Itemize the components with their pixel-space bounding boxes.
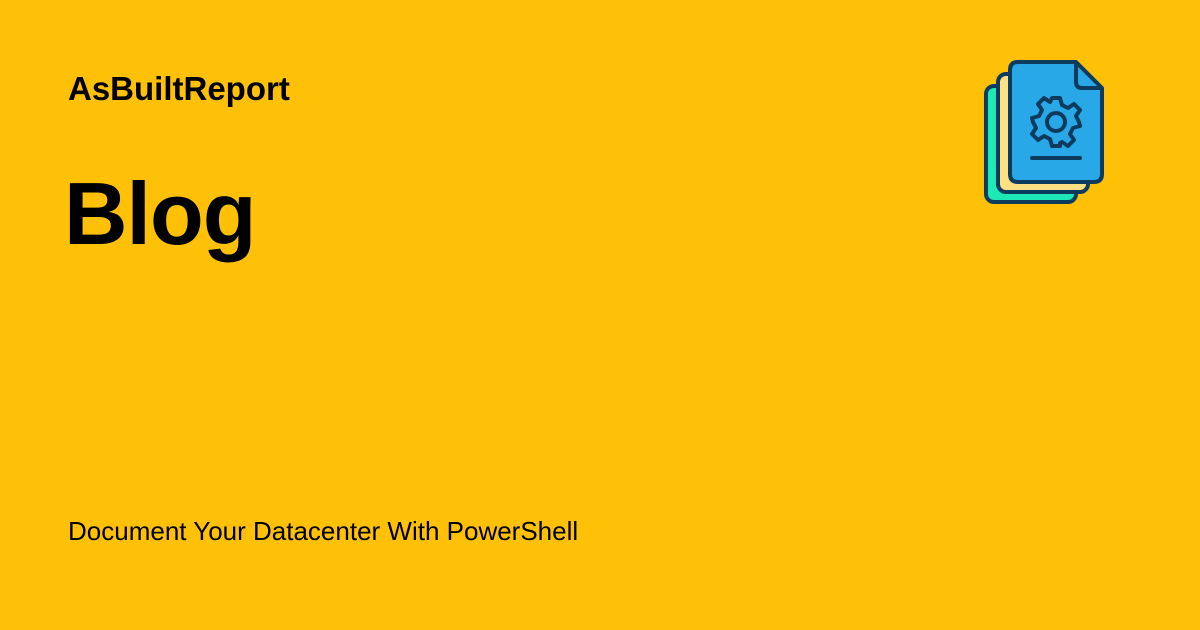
site-name: AsBuiltReport xyxy=(68,70,290,107)
page-title: Blog xyxy=(64,164,256,263)
stacked-documents-gear-icon xyxy=(980,56,1110,208)
tagline: Document Your Datacenter With PowerShell xyxy=(68,516,579,546)
front-document-icon xyxy=(1010,62,1102,182)
